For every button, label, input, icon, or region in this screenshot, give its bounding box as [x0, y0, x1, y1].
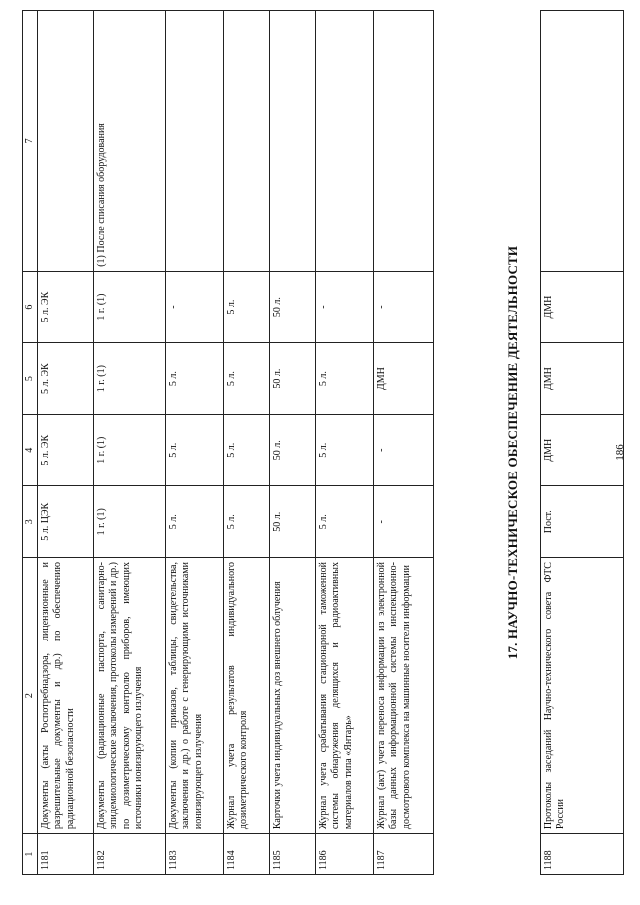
document-name: Документы (акты Роспотребнадзора, лицензионные и разрешительные документы и др.) по обеспечению радиационной безопасности	[38, 558, 94, 834]
retention-col5: 1 г. (1)	[94, 343, 166, 415]
row-note	[38, 11, 94, 272]
table-header-row	[23, 11, 38, 875]
retention-col5: 5 л. ЭК	[38, 343, 94, 415]
table-row	[94, 11, 166, 875]
header-cell: 7	[23, 11, 38, 272]
table-row	[316, 11, 374, 875]
table-row	[374, 11, 434, 875]
header-cell: 6	[23, 271, 38, 343]
retention-col5: ДМН	[374, 343, 434, 415]
table-row	[541, 11, 624, 875]
retention-col4: 5 л.	[224, 414, 270, 486]
header-cell: 1	[23, 834, 38, 875]
retention-col6: -	[316, 271, 374, 343]
retention-col6: -	[374, 271, 434, 343]
retention-col4: 5 л.	[316, 414, 374, 486]
document-name: Журнал (акт) учета переноса информации из электронной базы данных информационной системы инспекционно-досмотрового комплекса на машинные носители информации	[374, 558, 434, 834]
document-name: Протоколы заседаний Научно-технического совета ФТС России	[541, 558, 624, 834]
retention-col4: ДМН	[541, 414, 624, 486]
table-row	[166, 11, 224, 875]
row-number: 1188	[541, 834, 624, 875]
page-number: 186	[614, 444, 626, 461]
retention-col4: 1 г. (1)	[94, 414, 166, 486]
retention-col6: 1 г. (1)	[94, 271, 166, 343]
retention-col3: 1 г. (1)	[94, 486, 166, 558]
row-number: 1184	[224, 834, 270, 875]
table-row	[224, 11, 270, 875]
row-number: 1187	[374, 834, 434, 875]
retention-col3: 5 л.	[224, 486, 270, 558]
retention-col6: ДМН	[541, 271, 624, 343]
retention-col5: 5 л.	[224, 343, 270, 415]
row-note	[270, 11, 316, 272]
document-name: Журнал учета срабатывания стационарной таможенной системы обнаружения делящихся и радиоактивных материалов типа «Янтарь»	[316, 558, 374, 834]
header-cell: 4	[23, 414, 38, 486]
section-title: 17. НАУЧНО-ТЕХНИЧЕСКОЕ ОБЕСПЕЧЕНИЕ ДЕЯТЕЛЬНОСТИ	[505, 245, 520, 660]
retention-col5: 50 л.	[270, 343, 316, 415]
document-name: Документы (радиационные паспорта, санитарно-эпидемиологические заключения, протоколы измерений и др.) по дозиметрическому контролю приборов, имеющих источники ионизирующего излучения	[94, 558, 166, 834]
row-note: (1) После списания оборудования	[94, 11, 166, 272]
retention-col6: 5 л. ЭК	[38, 271, 94, 343]
retention-col6: 5 л.	[224, 271, 270, 343]
section-table	[540, 10, 624, 875]
retention-col6: 50 л.	[270, 271, 316, 343]
retention-col5: ДМН	[541, 343, 624, 415]
row-number: 1186	[316, 834, 374, 875]
row-note	[316, 11, 374, 272]
retention-col4: 5 л. ЭК	[38, 414, 94, 486]
retention-col5: 5 л.	[316, 343, 374, 415]
row-note	[224, 11, 270, 272]
retention-col3: -	[374, 486, 434, 558]
retention-col6: -	[166, 271, 224, 343]
retention-col4: 50 л.	[270, 414, 316, 486]
row-note	[541, 11, 624, 272]
table-row	[270, 11, 316, 875]
retention-col4: -	[374, 414, 434, 486]
document-name: Журнал учета результатов индивидуального дозиметрического контроля	[224, 558, 270, 834]
header-cell: 3	[23, 486, 38, 558]
table-row	[38, 11, 94, 875]
retention-col4: 5 л.	[166, 414, 224, 486]
retention-col5: 5 л.	[166, 343, 224, 415]
row-number: 1185	[270, 834, 316, 875]
header-cell: 2	[23, 558, 38, 834]
row-number: 1182	[94, 834, 166, 875]
row-note	[166, 11, 224, 272]
document-name: Карточки учета индивидуальных доз внешнего облучения	[270, 558, 316, 834]
records-table	[22, 10, 434, 875]
document-name: Документы (копии приказов, таблицы, свидетельства, заключения и др.) о работе с генерирующими источниками ионизирующего излучения	[166, 558, 224, 834]
row-number: 1181	[38, 834, 94, 875]
retention-col3: 5 л.	[316, 486, 374, 558]
header-cell: 5	[23, 343, 38, 415]
row-note	[374, 11, 434, 272]
retention-col3: Пост.	[541, 486, 624, 558]
retention-col3: 50 л.	[270, 486, 316, 558]
retention-col3: 5 л. ЦЭК	[38, 486, 94, 558]
row-number: 1183	[166, 834, 224, 875]
retention-col3: 5 л.	[166, 486, 224, 558]
